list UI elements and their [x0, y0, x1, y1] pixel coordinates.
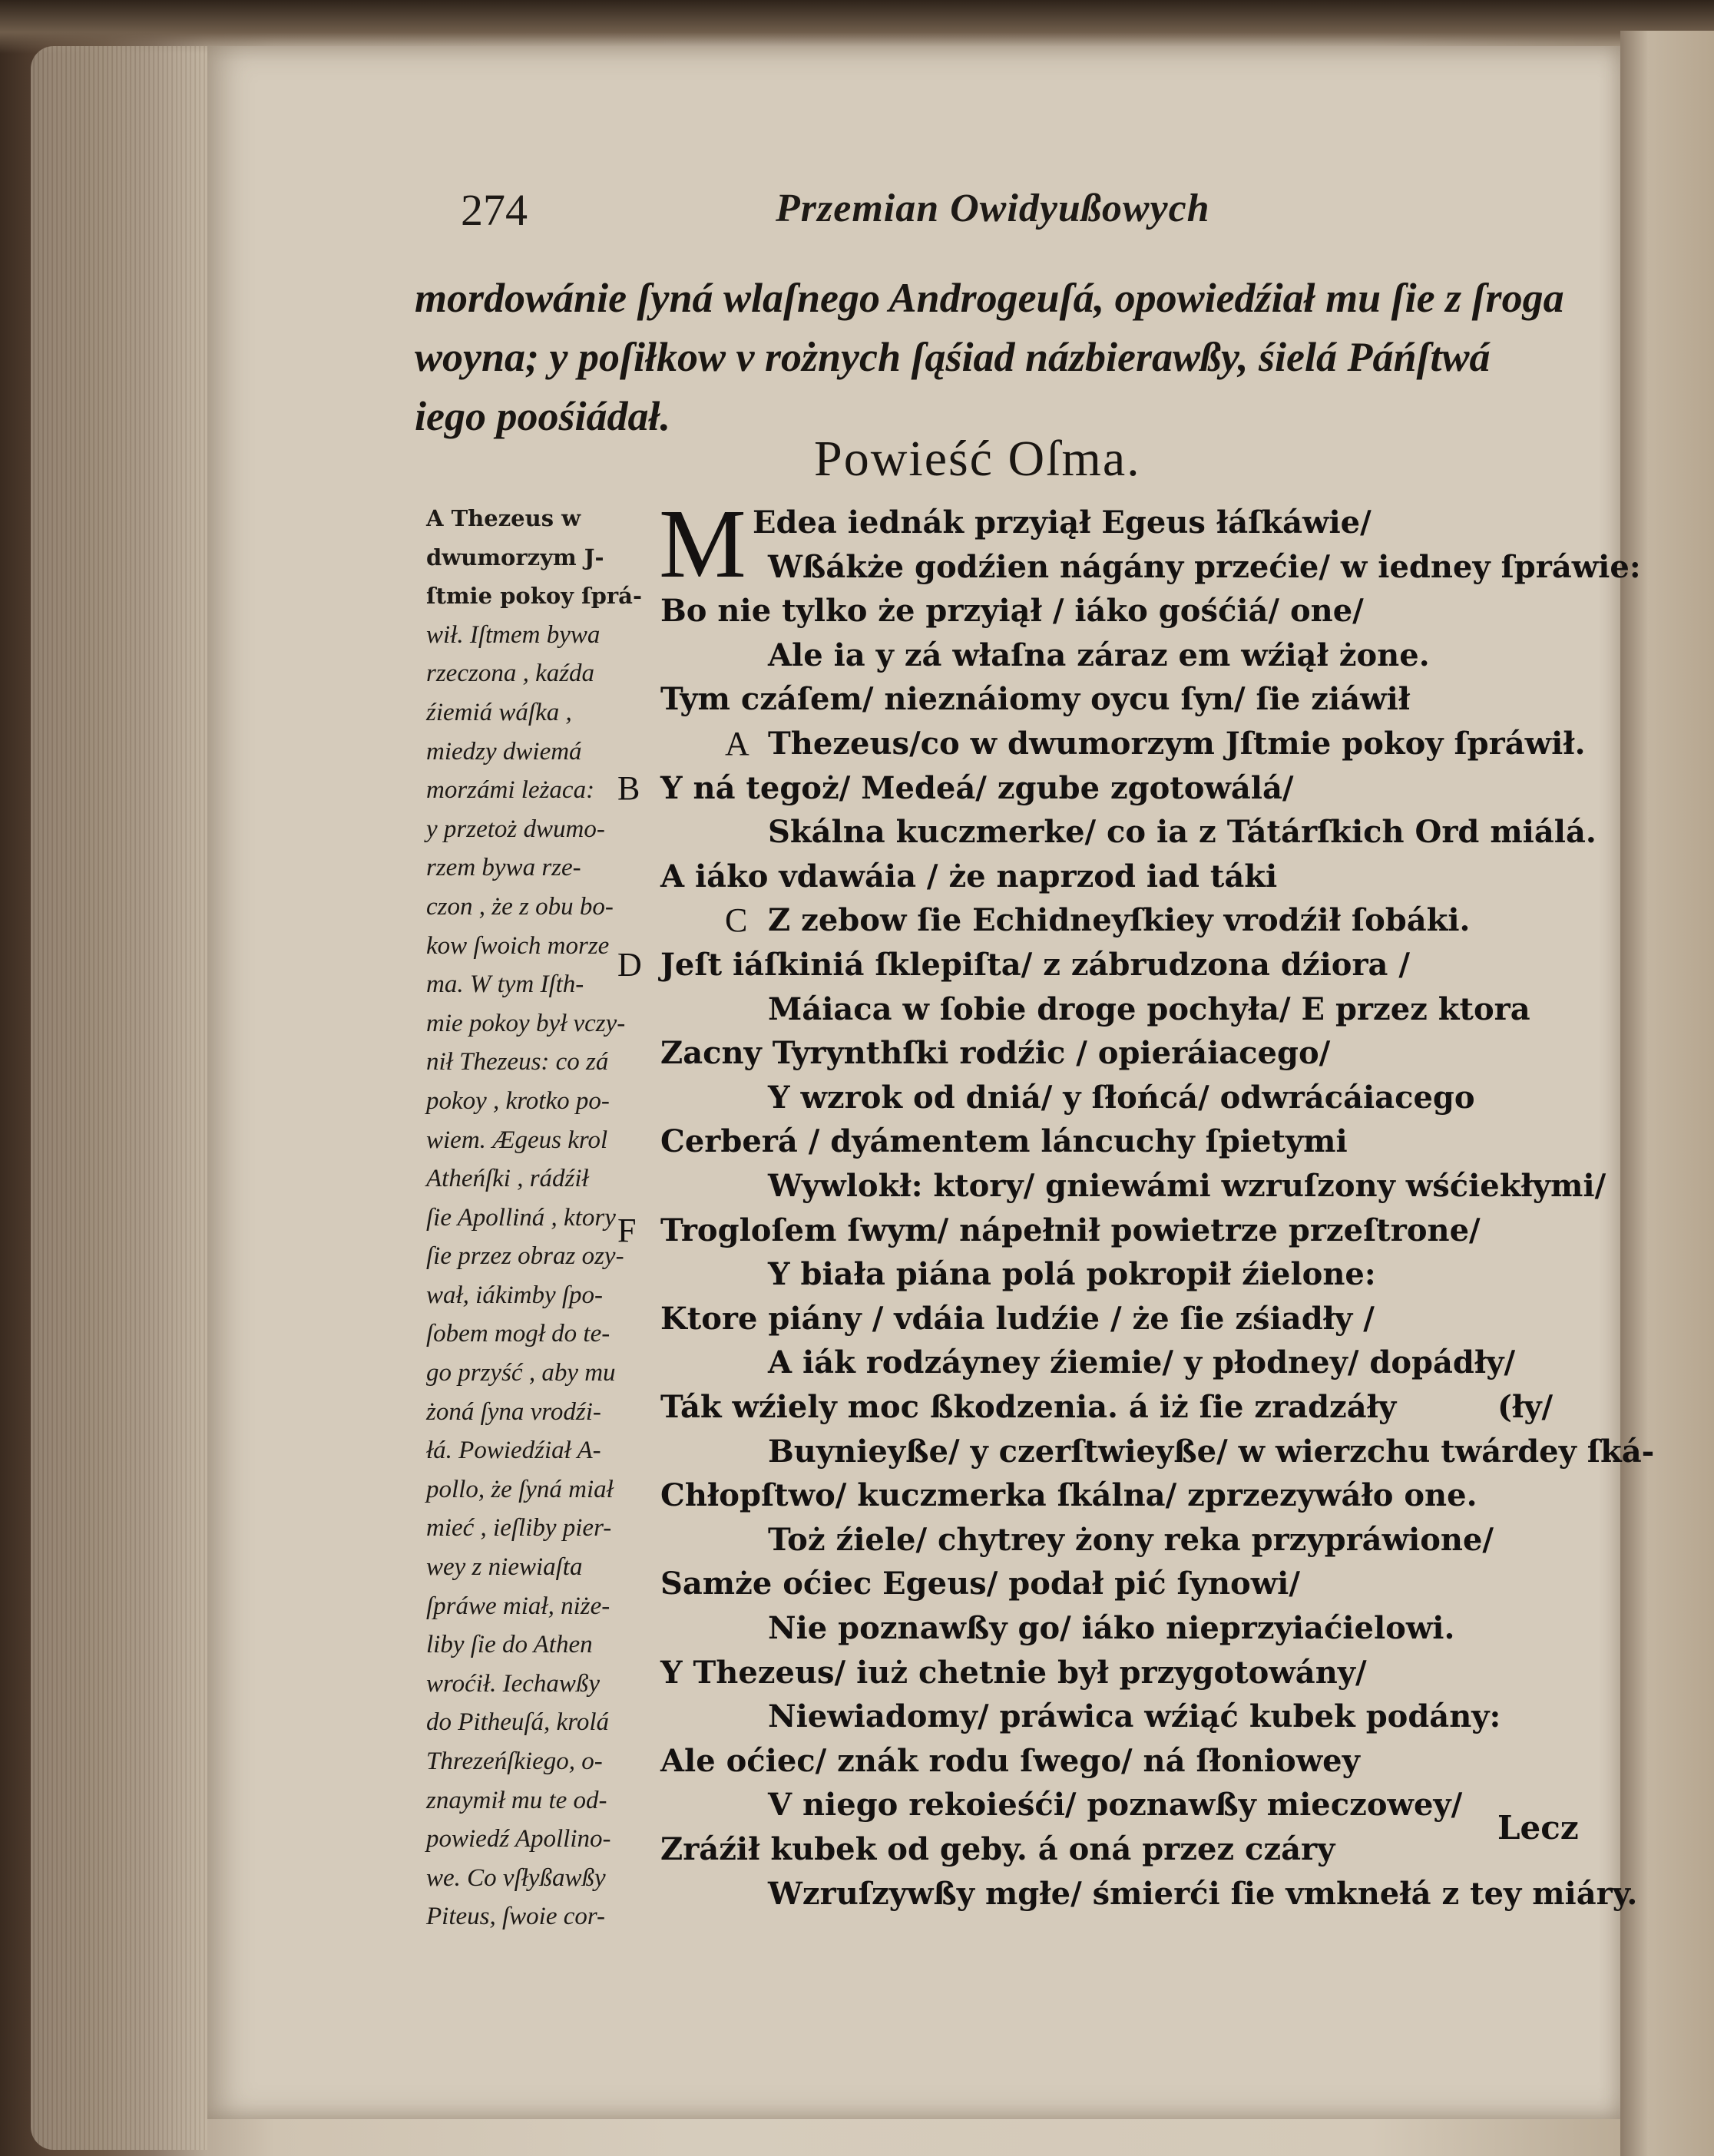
verse-text: Jeſt iáſkiniá ſklepiſta/ z zábrudzona dźiora /	[660, 947, 1410, 983]
verse-text: Máiaca w ſobie droge pochyła/ E przez ktora	[768, 990, 1530, 1027]
verse-text: Samże oćiec Egeus/ podał pić ſynowi/	[660, 1566, 1300, 1602]
gloss-line: y przetoż dwumo-	[426, 815, 605, 843]
verse-text: Ale ia y zá właſna záraz em wźiął żone.	[768, 637, 1430, 673]
catchword: Lecz	[1497, 1809, 1579, 1847]
verse-text: Ale oćiec/ znák rodu ſwego/ ná ſłoniowey	[660, 1742, 1360, 1779]
verse-text: Chłopſtwo/ kuczmerka ſkálna/ zprzezywáło one.	[660, 1477, 1477, 1514]
gloss-line: czon , że z obu bo-	[426, 892, 614, 921]
gloss-line: źiemiá wáſka ,	[426, 698, 572, 726]
verse-line	[660, 591, 1364, 631]
verse-text: Wywlokł: ktory/ gniewámi wzruſzony wśćiekłymi/	[768, 1168, 1606, 1204]
gloss-line: wał, iákimby ſpo-	[426, 1281, 604, 1309]
verse-line	[660, 1830, 1335, 1870]
verse-text: Edea iednák przyiął Egeus łáſkáwie/	[753, 504, 1372, 541]
verse-line	[660, 1211, 1481, 1251]
page-header	[461, 184, 1613, 246]
gloss-line: we. Co vſłyßawßy	[426, 1863, 606, 1892]
gloss-line: żoná ſyna vrodźi-	[426, 1397, 601, 1426]
gloss-line: wey z niewiaſta	[426, 1553, 583, 1582]
gloss-line: ſtmie pokoy ſprá-	[426, 583, 642, 610]
gloss-line: ſie przez obraz ozy-	[426, 1242, 624, 1271]
gloss-line: ma. W tym Iſth-	[426, 971, 584, 999]
verse-text: Tym czáſem/ nieznáiomy oycu ſyn/ ſie ziáwił	[660, 681, 1411, 718]
verse-line	[660, 857, 1277, 897]
verse-line	[660, 1387, 1396, 1427]
gloss-line: kow ſwoich morze	[426, 931, 610, 960]
section-title: Powieść Oſma.	[814, 431, 1141, 487]
gloss-line: ſie Apolliná , ktory	[426, 1203, 616, 1232]
summary-line: mordowánie ſyná wlaſnego Androgeuſá, opowiedźiał mu ſie z ſroga	[415, 275, 1564, 321]
gloss-line: Piteus, ſwoie cor-	[426, 1903, 606, 1931]
verse-text: Toż źiele/ chytrey żony reka przypráwione/	[768, 1521, 1494, 1558]
verse-line	[768, 1343, 1515, 1383]
page-edges	[31, 46, 207, 2150]
gloss-line: wroćił. Iechawßy	[426, 1669, 601, 1698]
verse-text: Buynieyße/ y czerſtwieyße/ w wierzchu twárdey ſká-	[768, 1433, 1655, 1470]
gloss-line: rzeczona , kaźda	[426, 660, 595, 688]
marginal-gloss	[426, 499, 649, 1936]
verse-line	[768, 1078, 1475, 1118]
verse-text: Niewiadomy/ práwica wźiąć kubek podány:	[768, 1698, 1501, 1735]
verse-line	[660, 1299, 1375, 1339]
gloss-line: nił Thezeus: co zá	[426, 1048, 609, 1076]
gloss-line: ſpráwe miał, niże-	[426, 1592, 610, 1620]
verse-text: Y Thezeus/ iuż chetnie był przygotowány/	[660, 1654, 1367, 1691]
verse-text: Wzruſzywßy mgłe/ śmierći ſie vmknełá z tey miáry.	[768, 1875, 1638, 1912]
marginal-letter-marker: B	[617, 769, 640, 807]
gloss-line: morzámi leżaca:	[426, 776, 595, 805]
gloss-line: miedzy dwiemá	[426, 737, 582, 766]
verse-line	[660, 1122, 1348, 1162]
running-head: Przemian Owidyußowych	[776, 187, 1210, 230]
verse-text: Ták wźiely moc ßkodzenia. á iż ſie zradzáły	[660, 1389, 1397, 1425]
facing-page-edge	[1620, 31, 1714, 2156]
verse-line	[768, 1166, 1606, 1206]
summary-line: woyna; y poſiłkow v rożnych ſąśiad názbierawßy, śielá Páńſtwá	[415, 334, 1491, 380]
verse-text: Y ná tegoż/ Medeá/ zgube zgotowálá/	[660, 769, 1294, 806]
verse-line	[768, 1255, 1376, 1295]
drop-cap: M	[659, 489, 746, 598]
gloss-line: do Pitheuſá, krolá	[426, 1708, 609, 1737]
verse-text: Cerberá / dyámentem láncuchy ſpietymi	[660, 1123, 1348, 1160]
gloss-line: Threzeńſkiego, o-	[426, 1748, 603, 1775]
verse-line	[768, 724, 1586, 764]
marginal-letter-marker: A	[725, 725, 749, 762]
verse-line	[768, 1697, 1501, 1737]
gloss-line: Atheńſki , rádźił	[426, 1165, 589, 1193]
verse-line	[768, 1609, 1454, 1648]
gloss-line: wiem. Ægeus krol	[426, 1126, 608, 1154]
verse-overflow: (ły/	[1497, 1389, 1554, 1425]
verse-text: Skálna kuczmerke/ co ia z Tátárſkich Ord miálá.	[768, 814, 1597, 851]
gloss-line: znaymił mu te od-	[426, 1786, 607, 1814]
verse-line	[660, 680, 1410, 719]
verse-line	[768, 636, 1430, 676]
verse-text: A iáko vdawáia / że naprzod iad táki	[660, 858, 1278, 894]
page-number: 274	[461, 185, 528, 235]
verse-line	[660, 1033, 1330, 1073]
verse-text: Z zebow ſie Echidneyſkiey vrodźił ſobáki.	[768, 902, 1471, 939]
gloss-line: pollo, że ſyná miał	[426, 1475, 614, 1503]
verse-text: Nie poznawßy go/ iáko nieprzyiaćielowi.	[768, 1610, 1455, 1646]
verse-line	[753, 503, 1372, 543]
marginal-letter-marker: F	[617, 1211, 637, 1249]
verse-line	[768, 990, 1530, 1030]
gloss-line: liby ſie do Athen	[426, 1631, 593, 1659]
gloss-line: wił. Iſtmem bywa	[426, 620, 601, 649]
summary-line: iego poośiádał.	[415, 393, 670, 439]
verse-line	[660, 1564, 1300, 1604]
verse-text: Zráźił kubek od geby. á oná przez czáry	[660, 1831, 1335, 1867]
verse-line	[660, 1653, 1367, 1693]
gloss-line: ſobem mogł do te-	[426, 1320, 610, 1348]
verse-line	[660, 1476, 1477, 1516]
verse-line	[660, 769, 1294, 808]
gloss-line: rzem bywa rze-	[426, 854, 581, 882]
gloss-line: mie pokoy był vczy-	[426, 1009, 626, 1037]
verse-text: Zacny Tyrynthſki rodźic / opieráiacego/	[660, 1035, 1331, 1072]
verse-line	[660, 945, 1410, 985]
marginal-letter-marker: D	[617, 946, 642, 984]
verse-text: Trogloſem ſwym/ nápełnił powietrze przeſtrone/	[660, 1212, 1481, 1248]
verse-line	[768, 547, 1641, 587]
verse-line	[768, 812, 1597, 852]
verse-text: Ktore piány / vdáia ludźie / że ſie zśiadły /	[660, 1300, 1375, 1337]
verse-line	[768, 1874, 1637, 1914]
verse-text: V niego rekoieśći/ poznawßy mieczowey/	[768, 1787, 1463, 1824]
verse-text: Y wzrok od dniá/ y ſłońcá/ odwrácáiacego	[768, 1079, 1475, 1116]
gloss-line: pokoy , krotko po-	[426, 1086, 610, 1115]
verse-line	[768, 1785, 1462, 1825]
verse-line	[768, 901, 1470, 941]
gloss-line: A Thezeus w	[426, 505, 581, 531]
summary-text	[415, 269, 1582, 446]
verse-text: Wßákże godźien nágány przećie/ w iedney ſpráwie:	[768, 548, 1641, 585]
gloss-line: dwumorzym J-	[426, 544, 604, 570]
verse-line	[768, 1432, 1654, 1472]
gloss-line: go przyść , aby mu	[426, 1359, 616, 1387]
verse-line	[660, 1741, 1360, 1781]
verse-text: A iák rodzáyney źiemie/ y płodney/ dopádły/	[768, 1344, 1516, 1381]
verse-line	[768, 1520, 1494, 1560]
verse-text: Y biała piána polá pokropił źielone:	[768, 1256, 1376, 1293]
marginal-letter-marker: C	[725, 901, 748, 940]
gloss-line: łá. Powiedźiał A-	[426, 1437, 601, 1465]
gloss-line: powiedź Apollino-	[426, 1825, 611, 1853]
gloss-line: mieć , ieſliby pier-	[426, 1514, 612, 1543]
verse-text: Bo nie tylko że przyiął / iáko gośćiá/ one/	[660, 593, 1364, 630]
verse-text: Thezeus/co w dwumorzym Jſtmie pokoy ſpráwił.	[768, 726, 1586, 762]
